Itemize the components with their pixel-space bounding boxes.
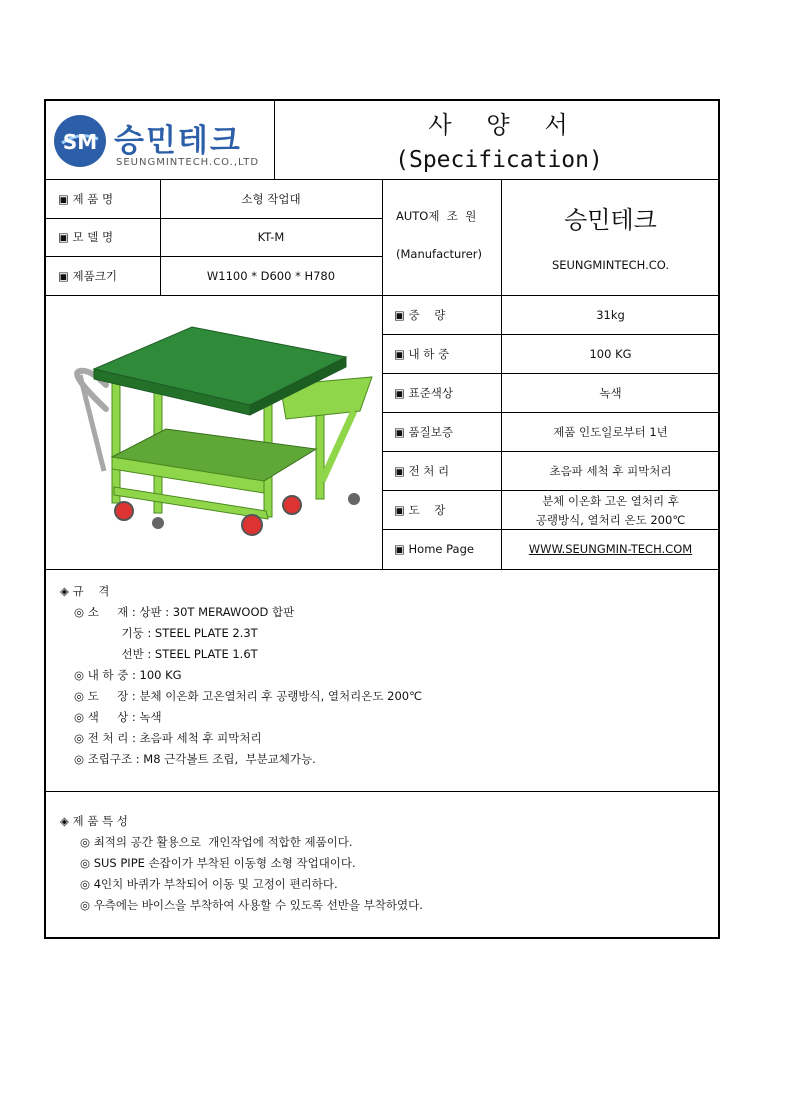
standard-line: ◎ 조립구조 : M8 근각볼트 조립, 부분교체가능.: [74, 752, 316, 766]
spec-weight-value: 31kg: [596, 307, 625, 322]
standard-line: ◎ 도 장 : 분체 이온화 고온열처리 후 공랭방식, 열처리온도 200℃: [74, 689, 423, 703]
spec-color-label: ▣ 표준색상: [394, 385, 453, 400]
size-label: ▣ 제품크기: [58, 268, 117, 283]
logo-subtitle: SEUNGMINTECH.CO.,LTD: [116, 157, 260, 168]
title-korean: 사 양 서: [428, 110, 570, 139]
maker-name: 승민테크: [564, 205, 657, 234]
product-image: [54, 301, 380, 563]
standard-section: [60, 581, 710, 770]
feature-line: ◎ SUS PIPE 손잡이가 부착된 이동형 소형 작업대이다.: [80, 856, 356, 870]
standard-line: ◎ 색 상 : 녹색: [74, 710, 162, 724]
homepage-link[interactable]: WWW.SEUNGMIN-TECH.COM: [528, 542, 693, 556]
product-name-value: 소형 작업대: [241, 191, 301, 206]
maker-label-line1: AUTO제 조 원: [396, 209, 477, 223]
feature-line: ◎ 4인치 바퀴가 부착되어 이동 및 고정이 편리하다.: [80, 877, 338, 891]
standard-line: ◎ 소 재 : 상판 : 30T MERAWOOD 합판: [74, 605, 295, 619]
standard-line: 기둥 : STEEL PLATE 2.3T: [74, 626, 258, 640]
maker-domain: SEUNGMINTECH.CO.: [551, 258, 670, 272]
spec-sheet: [44, 99, 720, 939]
feature-line: ◎ 우측에는 바이스을 부착하여 사용할 수 있도록 선반을 부착하였다.: [80, 898, 423, 912]
spec-load-value: 100 KG: [589, 346, 632, 361]
spec-weight-label: ▣ 중 량: [394, 307, 446, 322]
features-heading: ◈ 제 품 특 성: [60, 814, 128, 828]
maker-label-line2: (Manufacturer): [396, 247, 483, 261]
sm-logo-icon: [52, 113, 108, 169]
standard-line: 선반 : STEEL PLATE 1.6T: [74, 647, 258, 661]
spec-warranty-value: 제품 인도일로부터 1년: [553, 424, 668, 439]
spec-color-value: 녹색: [599, 385, 622, 400]
features-section: [60, 811, 710, 916]
model-label: ▣ 모 델 명: [58, 230, 114, 244]
logo-mark: SM: [62, 130, 98, 154]
size-value: W1100 * D600 * H780: [206, 268, 336, 283]
workbench-illustration: [54, 301, 380, 563]
feature-line: ◎ 최적의 공간 활용으로 개인작업에 적합한 제품이다.: [80, 835, 353, 849]
standard-heading: ◈ 규 격: [60, 584, 110, 598]
spec-warranty-label: ▣ 품질보증: [394, 424, 453, 439]
spec-pretreat-label: ▣ 전 처 리: [394, 463, 450, 478]
standard-line: ◎ 전 처 리 : 초음파 세척 후 피막처리: [74, 731, 262, 745]
logo-name: 승민테크: [114, 123, 242, 159]
spec-pretreat-value: 초음파 세척 후 피막처리: [549, 463, 672, 478]
model-value: KT-M: [257, 230, 285, 244]
company-logo: [52, 113, 274, 173]
spec-load-label: ▣ 내 하 중: [394, 346, 450, 361]
title-english: (Specification): [395, 147, 603, 173]
product-name-label: ▣ 제 품 명: [58, 191, 114, 206]
spec-paint-label: ▣ 도 장: [394, 502, 446, 517]
spec-paint-value-line1: 분체 이온화 고온 열처리 후: [542, 493, 679, 508]
standard-line: ◎ 내 하 중 : 100 KG: [74, 668, 182, 682]
spec-paint-value-line2: 공랭방식, 열처리 온도 200℃: [535, 512, 686, 527]
spec-homepage-label: ▣ Home Page: [394, 542, 474, 556]
